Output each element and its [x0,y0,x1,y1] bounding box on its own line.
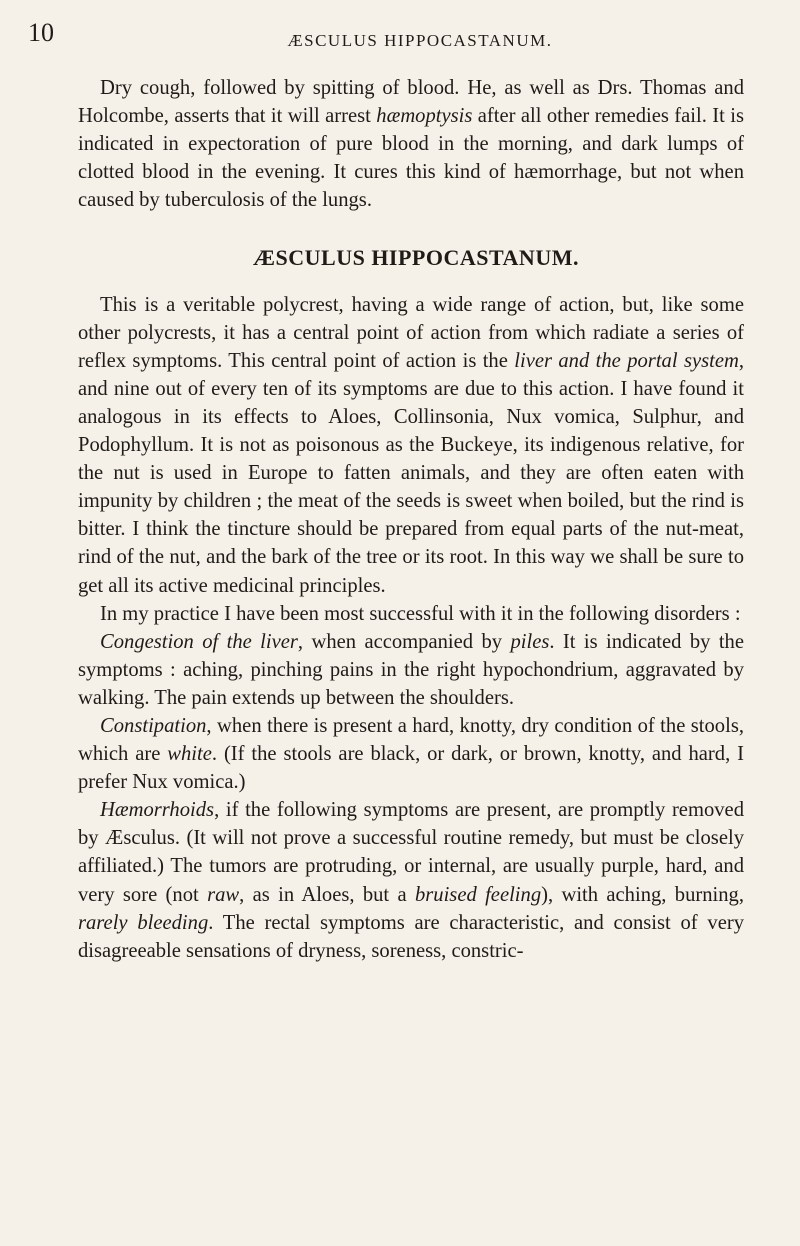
text-run: , and nine out of every ten of its symptoms are due to this action. I have found it analogous in its effects to Aloes, Collinsonia, Nux vomica, Sulphur, and Podophyllum. It is not as poisonous as the Buckeye, its indigenous relative, for the nut is used in Europe to fatten animals, and they are often eaten with impunity by children ; the meat of the seeds is sweet when boiled, but the rind is bitter. I think the tincture should be prepared from equal parts of the nut-meat, rind of the nut, and the bark of the tree or its root. In this way we shall be sure to get all its active medicinal principles. [78,349,744,597]
text-run: , when there is present a hard, knotty, dry condition of the stools, which are [78,714,744,766]
running-head: ÆSCULUS HIPPOCASTANUM. [287,31,553,50]
emphasis: hæmoptysis [376,105,473,128]
text-run: Dry cough, followed by spitting of blood. He, as well as Drs. Thomas and Holcombe, asserts that it will arrest [78,77,744,128]
emphasis: raw [207,883,240,906]
paragraph-haemorrhoids [78,796,744,965]
paragraph-disorders-intro: In my practice I have been most successful with it in the following disorders : [100,602,741,625]
text-run: , as in Aloes, but a [239,883,415,906]
emphasis: rarely bleeding [78,911,209,934]
emphasis: Congestion of the liver [100,630,298,653]
emphasis: piles [510,630,550,653]
text-run: This is a veritable polycrest, having a wide range of action, but, like some other polycrests, it has a central point of action from which radiate a series of reflex symptoms. This central point of action is the [78,293,744,372]
paragraph-overview [78,291,744,600]
text-run: ), with aching, burning, [541,883,744,906]
emphasis: bruised feeling [414,883,542,906]
emphasis: white [167,743,212,766]
text-run: after all other remedies fail. It is indicated in expectoration of pure blood in the morning, and dark lumps of clotted blood in the evening. It cures this kind of hæmorrhage, but not when caused by tuberculosis of the lungs. [78,105,744,212]
emphasis: Hæmorrhoids [100,799,215,822]
page-body [78,74,744,965]
intro-paragraph [78,74,744,214]
text-run: , if the following symptoms are present, are promptly removed by Æsculus. (It will not prove a successful routine remedy, but must be closely affiliated.) The tumors are protruding, or internal, are usually purple, hard, and very sore (not [78,799,744,906]
page-number: 10 [28,18,54,47]
text-run: . The rectal symptoms are characteristic, and consist of very disagreeable sensations of dryness, soreness, constric- [78,911,745,962]
emphasis: Constipation [100,714,207,737]
emphasis: liver and the portal system [514,349,739,372]
section-title: ÆSCULUS HIPPOCASTANUM. [253,245,579,271]
paragraph-constipation [78,712,744,796]
text-run: . It is indicated by the symptoms : aching, pinching pains in the right hypochondrium, aggravated by walking. The pain extends up between the shoulders. [78,630,744,709]
text-run: , when accompanied by [297,630,511,653]
paragraph-congestion [78,628,744,712]
text-run: . (If the stools are black, or dark, or brown, knotty, and hard, I prefer Nux vomica.) [78,743,744,794]
